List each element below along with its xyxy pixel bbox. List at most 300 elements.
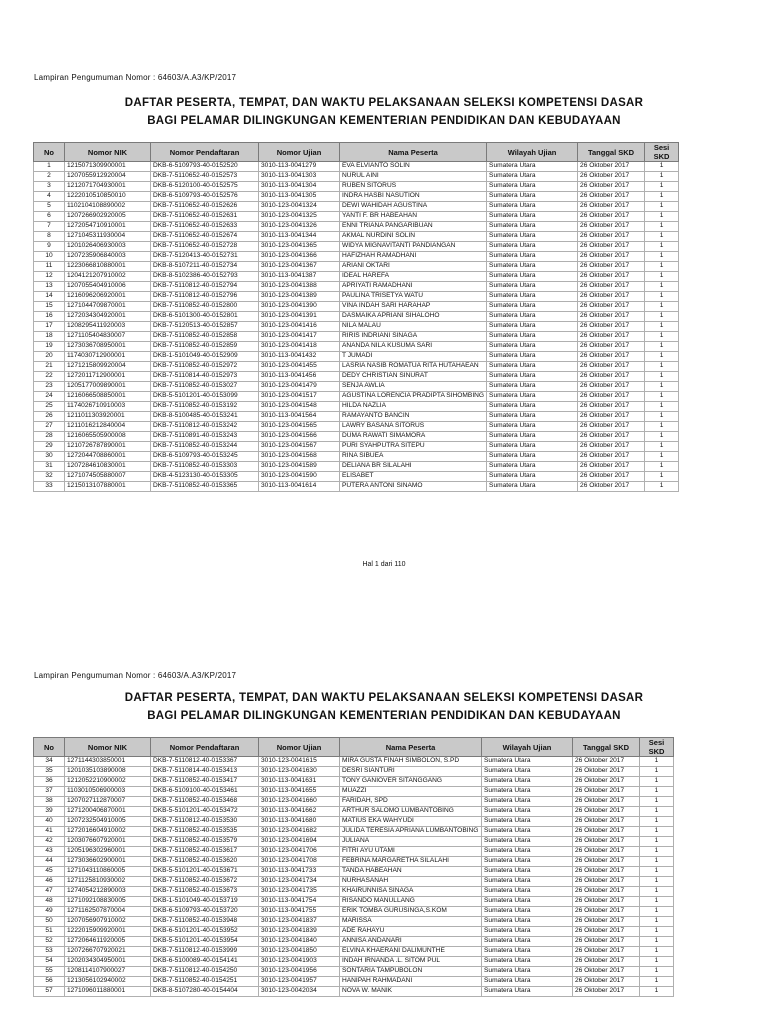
table-row [34,462,679,472]
cell-nomor-pendaftaran: DKB-6-5109793-40-0152520 [151,162,259,172]
cell-nomor-pendaftaran: DKB-7-5110814-40-0153413 [151,767,259,777]
cell-nomor-pendaftaran: DKB-7-5110652-40-0152626 [151,202,259,212]
cell-no: 6 [34,212,65,222]
cell-nomor-pendaftaran: DKB-7-5110852-40-0153620 [151,857,259,867]
cell-no: 28 [34,432,65,442]
cell-no: 50 [34,917,65,927]
cell-wilayah-ujian: Sumatera Utara [487,442,578,452]
cell-nik: 1271092108830005 [65,897,151,907]
cell-nama-peserta: FEBRINA MARGARETHA SILALAHI [340,857,482,867]
cell-sesi-skd: 1 [645,352,679,362]
cell-no: 26 [34,412,65,422]
cell-sesi-skd: 1 [645,252,679,262]
cell-nik: 1271074505880007 [65,472,151,482]
cell-nik: 1271096011880001 [65,987,151,997]
cell-nomor-ujian: 3010-123-0041479 [259,382,340,392]
cell-nama-peserta: SONTARIA TAMPUBOLON [340,967,482,977]
cell-sesi-skd: 1 [645,482,679,492]
document-title-line-1: DAFTAR PESERTA, TEMPAT, DAN WAKTU PELAKSANAAN SELEKSI KOMPETENSI DASAR [124,97,644,109]
cell-tanggal-skd: 26 Oktober 2017 [578,392,645,402]
cell-nik: 1272044708860001 [65,452,151,462]
cell-nama-peserta: T JUMADI [340,352,487,362]
cell-tanggal-skd: 26 Oktober 2017 [578,372,645,382]
cell-sesi-skd: 1 [640,777,674,787]
page-number: Hal 1 dari 110 [362,561,406,568]
cell-sesi-skd: 1 [645,232,679,242]
cell-no: 8 [34,232,65,242]
cell-nama-peserta: NILA MALAU [340,322,487,332]
document-title-line-2: BAGI PELAMAR DILINGKUNGAN KEMENTERIAN PENDIDIKAN DAN KEBUDAYAAN [147,115,621,127]
cell-wilayah-ujian: Sumatera Utara [487,272,578,282]
table-row [34,302,679,312]
cell-nomor-ujian: 3010-123-0041567 [259,442,340,452]
cell-no: 36 [34,777,65,787]
cell-nik: 1216065505900008 [65,432,151,442]
cell-nomor-pendaftaran: DKB-7-5110852-40-0153617 [151,847,259,857]
cell-nama-peserta: INDAH IRNANDA .L. SITOM PUL [340,957,482,967]
cell-nik: 1272011712900001 [65,372,151,382]
table-row [34,342,679,352]
cell-sesi-skd: 1 [640,797,674,807]
cell-nama-peserta: AKMAL NURDINI SOLIN [340,232,487,242]
cell-tanggal-skd: 26 Oktober 2017 [573,987,640,997]
cell-nama-peserta: JULIANA [340,837,482,847]
cell-nomor-ujian: 3010-113-0041755 [259,907,340,917]
cell-tanggal-skd: 26 Oktober 2017 [578,432,645,442]
table-row [34,332,679,342]
cell-nomor-ujian: 3010-123-0041694 [259,837,340,847]
cell-nama-peserta: LASRIA NASIB ROMATUA RITA HUTAHAEAN [340,362,487,372]
cell-nomor-ujian: 3010-123-0041416 [259,322,340,332]
cell-tanggal-skd: 26 Oktober 2017 [573,817,640,827]
cell-nik: 1207055912920004 [65,172,151,182]
table-row [34,172,679,182]
cell-no: 3 [34,182,65,192]
table-row [34,857,674,867]
column-header: Nama Peserta [340,738,482,757]
cell-wilayah-ujian: Sumatera Utara [487,312,578,322]
cell-nomor-ujian: 3010-123-0041325 [259,212,340,222]
cell-nama-peserta: NURHASANAH [340,877,482,887]
cell-nomor-ujian: 3010-123-0041840 [259,937,340,947]
cell-wilayah-ujian: Sumatera Utara [482,937,573,947]
cell-nomor-pendaftaran: DKB-7-5110852-40-0153244 [151,442,259,452]
table-row [34,382,679,392]
cell-tanggal-skd: 26 Oktober 2017 [578,272,645,282]
cell-nik: 1211011303920001 [65,412,151,422]
cell-nik: 1272054710910001 [65,222,151,232]
cell-sesi-skd: 1 [645,332,679,342]
cell-nomor-pendaftaran: DKB-7-5110852-40-0152859 [151,342,259,352]
cell-tanggal-skd: 26 Oktober 2017 [578,452,645,462]
table-row [34,907,674,917]
cell-no: 25 [34,402,65,412]
cell-wilayah-ujian: Sumatera Utara [482,867,573,877]
cell-no: 44 [34,857,65,867]
table-row [34,937,674,947]
cell-no: 32 [34,472,65,482]
cell-nomor-pendaftaran: DKB-6-5109100-40-0153461 [151,787,259,797]
cell-wilayah-ujian: Sumatera Utara [487,422,578,432]
cell-nama-peserta: EVA ELVIANTO SOLIN [340,162,487,172]
cell-tanggal-skd: 26 Oktober 2017 [573,967,640,977]
cell-nik: 1216096206920001 [65,292,151,302]
cell-nomor-ujian: 3010-123-0041517 [259,392,340,402]
cell-nama-peserta: PUTERA ANTONI SINAMO [340,482,487,492]
table-row [34,977,674,987]
cell-nomor-ujian: 3010-123-0041615 [259,757,340,767]
cell-nomor-pendaftaran: DKB-7-5110812-40-0153242 [151,422,259,432]
cell-no: 54 [34,957,65,967]
cell-nomor-pendaftaran: DKB-7-5110852-40-0153673 [151,887,259,897]
cell-nama-peserta: DEDY CHRISTIAN SINURAT [340,372,487,382]
cell-nomor-pendaftaran: DKB-7-5110812-40-0152796 [151,292,259,302]
table-row [34,887,674,897]
cell-nomor-pendaftaran: DKB-6-5100089-40-0154141 [151,957,259,967]
cell-sesi-skd: 1 [645,392,679,402]
cell-wilayah-ujian: Sumatera Utara [487,482,578,492]
cell-nama-peserta: RINA SIBUEA [340,452,487,462]
cell-nomor-pendaftaran: DKB-1-5101049-40-0152909 [151,352,259,362]
cell-nomor-pendaftaran: DKB-7-5110852-40-0154251 [151,977,259,987]
cell-nomor-pendaftaran: DKB-7-5110852-40-0153579 [151,837,259,847]
cell-nomor-pendaftaran: DKB-7-5120513-40-0152857 [151,322,259,332]
table-row [34,212,679,222]
cell-nomor-ujian: 3010-123-0041708 [259,857,340,867]
cell-wilayah-ujian: Sumatera Utara [482,897,573,907]
cell-tanggal-skd: 26 Oktober 2017 [578,252,645,262]
cell-nama-peserta: VINA INDAH SARI HARAHAP [340,302,487,312]
cell-nama-peserta: MARISSA [340,917,482,927]
cell-nomor-pendaftaran: DKB-7-5110852-40-0153672 [151,877,259,887]
cell-tanggal-skd: 26 Oktober 2017 [578,302,645,312]
cell-nik: 1201035103890008 [65,767,151,777]
cell-no: 7 [34,222,65,232]
table-row [34,392,679,402]
table-row [34,987,674,997]
cell-wilayah-ujian: Sumatera Utara [487,232,578,242]
cell-nik: 1273036602900001 [65,857,151,867]
table-row [34,352,679,362]
document-title-line-1: DAFTAR PESERTA, TEMPAT, DAN WAKTU PELAKSANAAN SELEKSI KOMPETENSI DASAR [124,692,644,704]
cell-nama-peserta: WIDYA MIGNAVITANTI PANDIANGAN [340,242,487,252]
cell-sesi-skd: 1 [640,967,674,977]
cell-nomor-ujian: 3010-123-0041566 [259,432,340,442]
cell-nama-peserta: APRIYATI RAMADHANI [340,282,487,292]
cell-nomor-ujian: 3010-113-0041631 [259,777,340,787]
cell-sesi-skd: 1 [645,382,679,392]
column-header: Nomor NIK [65,143,151,162]
cell-no: 55 [34,967,65,977]
cell-tanggal-skd: 26 Oktober 2017 [573,947,640,957]
table-row [34,312,679,322]
cell-nik: 1271200406870001 [65,807,151,817]
cell-nomor-ujian: 3010-123-0041565 [259,422,340,432]
cell-nik: 1271045311930004 [65,232,151,242]
cell-nomor-ujian: 3010-113-0041614 [259,482,340,492]
cell-sesi-skd: 1 [645,272,679,282]
table-row [34,222,679,232]
cell-nomor-pendaftaran: DKB-7-5110852-40-0153948 [151,917,259,927]
cell-tanggal-skd: 26 Oktober 2017 [578,422,645,432]
cell-tanggal-skd: 26 Oktober 2017 [578,472,645,482]
cell-nomor-pendaftaran: DKB-7-5110812-40-0154250 [151,967,259,977]
cell-nomor-ujian: 3010-123-0041682 [259,827,340,837]
table-row [34,897,674,907]
column-header: Nomor Pendaftaran [151,738,259,757]
cell-nomor-pendaftaran: DKB-7-5110652-40-0152631 [151,212,259,222]
cell-tanggal-skd: 26 Oktober 2017 [578,352,645,362]
cell-wilayah-ujian: Sumatera Utara [482,817,573,827]
cell-nomor-ujian: 3010-123-0041837 [259,917,340,927]
cell-nik: 1205196302960001 [65,847,151,857]
cell-no: 38 [34,797,65,807]
cell-nomor-ujian: 3010-113-0041387 [259,272,340,282]
cell-nomor-ujian: 3010-113-0041655 [259,787,340,797]
cell-sesi-skd: 1 [645,302,679,312]
cell-nomor-ujian: 3010-113-0041754 [259,897,340,907]
cell-nik: 1272016604910002 [65,827,151,837]
cell-nik: 1271043110860005 [65,867,151,877]
table-row [34,452,679,462]
cell-wilayah-ujian: Sumatera Utara [487,462,578,472]
cell-nomor-ujian: 3010-123-0041365 [259,242,340,252]
cell-nama-peserta: MIRA GUSTA FINAH SIMBOLON, S.PD [340,757,482,767]
cell-sesi-skd: 1 [645,262,679,272]
cell-no: 40 [34,817,65,827]
cell-nama-peserta: ANNISA ANDANARI [340,937,482,947]
cell-wilayah-ujian: Sumatera Utara [487,292,578,302]
cell-nama-peserta: HILDA NAZLIA [340,402,487,412]
cell-sesi-skd: 1 [640,977,674,987]
cell-tanggal-skd: 26 Oktober 2017 [573,757,640,767]
table-row [34,242,679,252]
cell-sesi-skd: 1 [645,402,679,412]
cell-tanggal-skd: 26 Oktober 2017 [578,172,645,182]
table-row [34,967,674,977]
table-row [34,412,679,422]
cell-no: 33 [34,482,65,492]
cell-tanggal-skd: 26 Oktober 2017 [578,442,645,452]
cell-nik: 1271105404830007 [65,332,151,342]
cell-wilayah-ujian: Sumatera Utara [482,887,573,897]
cell-no: 29 [34,442,65,452]
cell-nomor-pendaftaran: DKB-6-5101300-40-0152801 [151,312,259,322]
cell-nama-peserta: DUMA RAWATI SIMAMORA [340,432,487,442]
cell-sesi-skd: 1 [645,162,679,172]
cell-tanggal-skd: 26 Oktober 2017 [578,202,645,212]
cell-nik: 1204121207910002 [65,272,151,282]
cell-no: 34 [34,757,65,767]
cell-nama-peserta: DASMAIKA APRIANI SIHALOHO [340,312,487,322]
cell-sesi-skd: 1 [645,452,679,462]
table-row [34,442,679,452]
cell-nomor-ujian: 3010-113-0041662 [259,807,340,817]
cell-nomor-pendaftaran: DKB-7-5110852-40-0152972 [151,362,259,372]
cell-nik: 1205177009890001 [65,382,151,392]
participant-table [33,737,674,997]
cell-nik: 1271144303850001 [65,757,151,767]
cell-tanggal-skd: 26 Oktober 2017 [573,807,640,817]
cell-nomor-ujian: 3010-123-0041389 [259,292,340,302]
cell-nomor-pendaftaran: DKB-4-5123130-40-0153305 [151,472,259,482]
table-row [34,757,674,767]
cell-tanggal-skd: 26 Oktober 2017 [573,847,640,857]
cell-nik: 1207235906840003 [65,252,151,262]
cell-nomor-pendaftaran: DKB-7-5110652-40-0152573 [151,172,259,182]
cell-no: 20 [34,352,65,362]
cell-wilayah-ujian: Sumatera Utara [487,202,578,212]
cell-nama-peserta: RIRIS INDRIANI SINAGA [340,332,487,342]
cell-sesi-skd: 1 [640,757,674,767]
cell-sesi-skd: 1 [645,322,679,332]
cell-wilayah-ujian: Sumatera Utara [487,452,578,462]
cell-nik: 1273036708950001 [65,342,151,352]
cell-nomor-pendaftaran: DKB-7-5110852-40-0153535 [151,827,259,837]
cell-nomor-ujian: 3010-113-0041303 [259,172,340,182]
cell-tanggal-skd: 26 Oktober 2017 [573,917,640,927]
cell-sesi-skd: 1 [645,242,679,252]
cell-wilayah-ujian: Sumatera Utara [487,472,578,482]
cell-tanggal-skd: 26 Oktober 2017 [573,837,640,847]
cell-nama-peserta: FITRI AYU UTAMI [340,847,482,857]
cell-wilayah-ujian: Sumatera Utara [482,957,573,967]
cell-nama-peserta: ENNI TRIANA PANGARIBUAN [340,222,487,232]
cell-sesi-skd: 1 [640,917,674,927]
cell-sesi-skd: 1 [645,432,679,442]
cell-sesi-skd: 1 [640,907,674,917]
table-row [34,847,674,857]
cell-no: 17 [34,322,65,332]
cell-nama-peserta: PAULINA TRISETYA WATU [340,292,487,302]
cell-nama-peserta: NOVA W. MANIK [340,987,482,997]
cell-nomor-ujian: 3010-123-0041589 [259,462,340,472]
cell-nomor-pendaftaran: DKB-5-5101201-40-0153671 [151,867,259,877]
cell-wilayah-ujian: Sumatera Utara [487,212,578,222]
cell-sesi-skd: 1 [640,847,674,857]
cell-tanggal-skd: 26 Oktober 2017 [578,382,645,392]
cell-tanggal-skd: 26 Oktober 2017 [578,282,645,292]
cell-tanggal-skd: 26 Oktober 2017 [573,857,640,867]
table-row [34,837,674,847]
table-row [34,777,674,787]
table-row [34,767,674,777]
cell-tanggal-skd: 26 Oktober 2017 [573,787,640,797]
table-row [34,817,674,827]
cell-wilayah-ujian: Sumatera Utara [487,172,578,182]
cell-wilayah-ujian: Sumatera Utara [487,362,578,372]
cell-no: 10 [34,252,65,262]
cell-nik: 1222015909920001 [65,927,151,937]
cell-sesi-skd: 1 [640,897,674,907]
cell-nomor-ujian: 3010-113-0041680 [259,817,340,827]
table-row [34,957,674,967]
cell-nomor-pendaftaran: DKB-8-5107280-40-0154404 [151,987,259,997]
cell-wilayah-ujian: Sumatera Utara [482,757,573,767]
cell-wilayah-ujian: Sumatera Utara [487,192,578,202]
cell-wilayah-ujian: Sumatera Utara [482,917,573,927]
cell-sesi-skd: 1 [640,947,674,957]
cell-no: 19 [34,342,65,352]
cell-wilayah-ujian: Sumatera Utara [482,977,573,987]
cell-nik: 1207056907910002 [65,917,151,927]
table-row [34,787,674,797]
cell-wilayah-ujian: Sumatera Utara [487,162,578,172]
cell-sesi-skd: 1 [640,857,674,867]
cell-tanggal-skd: 26 Oktober 2017 [578,322,645,332]
cell-nik: 1207027112870007 [65,797,151,807]
table-row [34,162,679,172]
cell-tanggal-skd: 26 Oktober 2017 [578,412,645,422]
cell-nomor-ujian: 3010-123-0041455 [259,362,340,372]
cell-nomor-pendaftaran: DKB-7-5110852-40-0153027 [151,382,259,392]
cell-nomor-ujian: 3010-113-0041304 [259,182,340,192]
cell-sesi-skd: 1 [645,182,679,192]
cell-nik: 1207055404910006 [65,282,151,292]
cell-wilayah-ujian: Sumatera Utara [487,182,578,192]
table-row [34,432,679,442]
cell-wilayah-ujian: Sumatera Utara [487,352,578,362]
cell-nomor-ujian: 3010-123-0041957 [259,977,340,987]
cell-tanggal-skd: 26 Oktober 2017 [573,887,640,897]
cell-sesi-skd: 1 [645,202,679,212]
table-row [34,232,679,242]
cell-no: 4 [34,192,65,202]
cell-nomor-pendaftaran: DKB-7-5110852-40-0153192 [151,402,259,412]
column-header: Nama Peserta [340,143,487,162]
cell-nik: 1207232504910005 [65,817,151,827]
cell-tanggal-skd: 26 Oktober 2017 [573,977,640,987]
cell-nik: 1207266707920021 [65,947,151,957]
table-row [34,272,679,282]
cell-wilayah-ujian: Sumatera Utara [487,332,578,342]
cell-no: 1 [34,162,65,172]
cell-nik: 1215013107880001 [65,482,151,492]
cell-sesi-skd: 1 [645,412,679,422]
cell-nik: 1208295411920003 [65,322,151,332]
cell-nomor-pendaftaran: DKB-7-5110852-40-0152858 [151,332,259,342]
cell-no: 56 [34,977,65,987]
cell-wilayah-ujian: Sumatera Utara [482,907,573,917]
cell-no: 5 [34,202,65,212]
cell-nomor-ujian: 3010-123-0041417 [259,332,340,342]
column-header: No [34,143,65,162]
cell-nomor-ujian: 3010-123-0041734 [259,877,340,887]
cell-nomor-pendaftaran: DKB-5-5101201-40-0153099 [151,392,259,402]
cell-nomor-pendaftaran: DKB-7-5110812-40-0152794 [151,282,259,292]
cell-sesi-skd: 1 [645,212,679,222]
cell-nomor-ujian: 3010-123-0041548 [259,402,340,412]
cell-wilayah-ujian: Sumatera Utara [482,807,573,817]
column-header: Nomor Pendaftaran [151,143,259,162]
cell-no: 15 [34,302,65,312]
cell-nama-peserta: ELVINA KHAERANI DALIMUNTHE [340,947,482,957]
cell-no: 49 [34,907,65,917]
cell-nama-peserta: ARTHUR SALOMO LUMBANTOBING [340,807,482,817]
cell-nama-peserta: RAMAYANTO BANCIN [340,412,487,422]
cell-wilayah-ujian: Sumatera Utara [487,322,578,332]
cell-no: 13 [34,282,65,292]
cell-tanggal-skd: 26 Oktober 2017 [578,292,645,302]
cell-nama-peserta: RISANDO MANULLANG [340,897,482,907]
cell-tanggal-skd: 26 Oktober 2017 [578,462,645,472]
cell-nik: 1271044709870001 [65,302,151,312]
cell-wilayah-ujian: Sumatera Utara [487,252,578,262]
cell-nomor-ujian: 3010-113-0041733 [259,867,340,877]
cell-tanggal-skd: 26 Oktober 2017 [578,402,645,412]
column-header: Nomor Ujian [259,738,340,757]
cell-wilayah-ujian: Sumatera Utara [482,767,573,777]
